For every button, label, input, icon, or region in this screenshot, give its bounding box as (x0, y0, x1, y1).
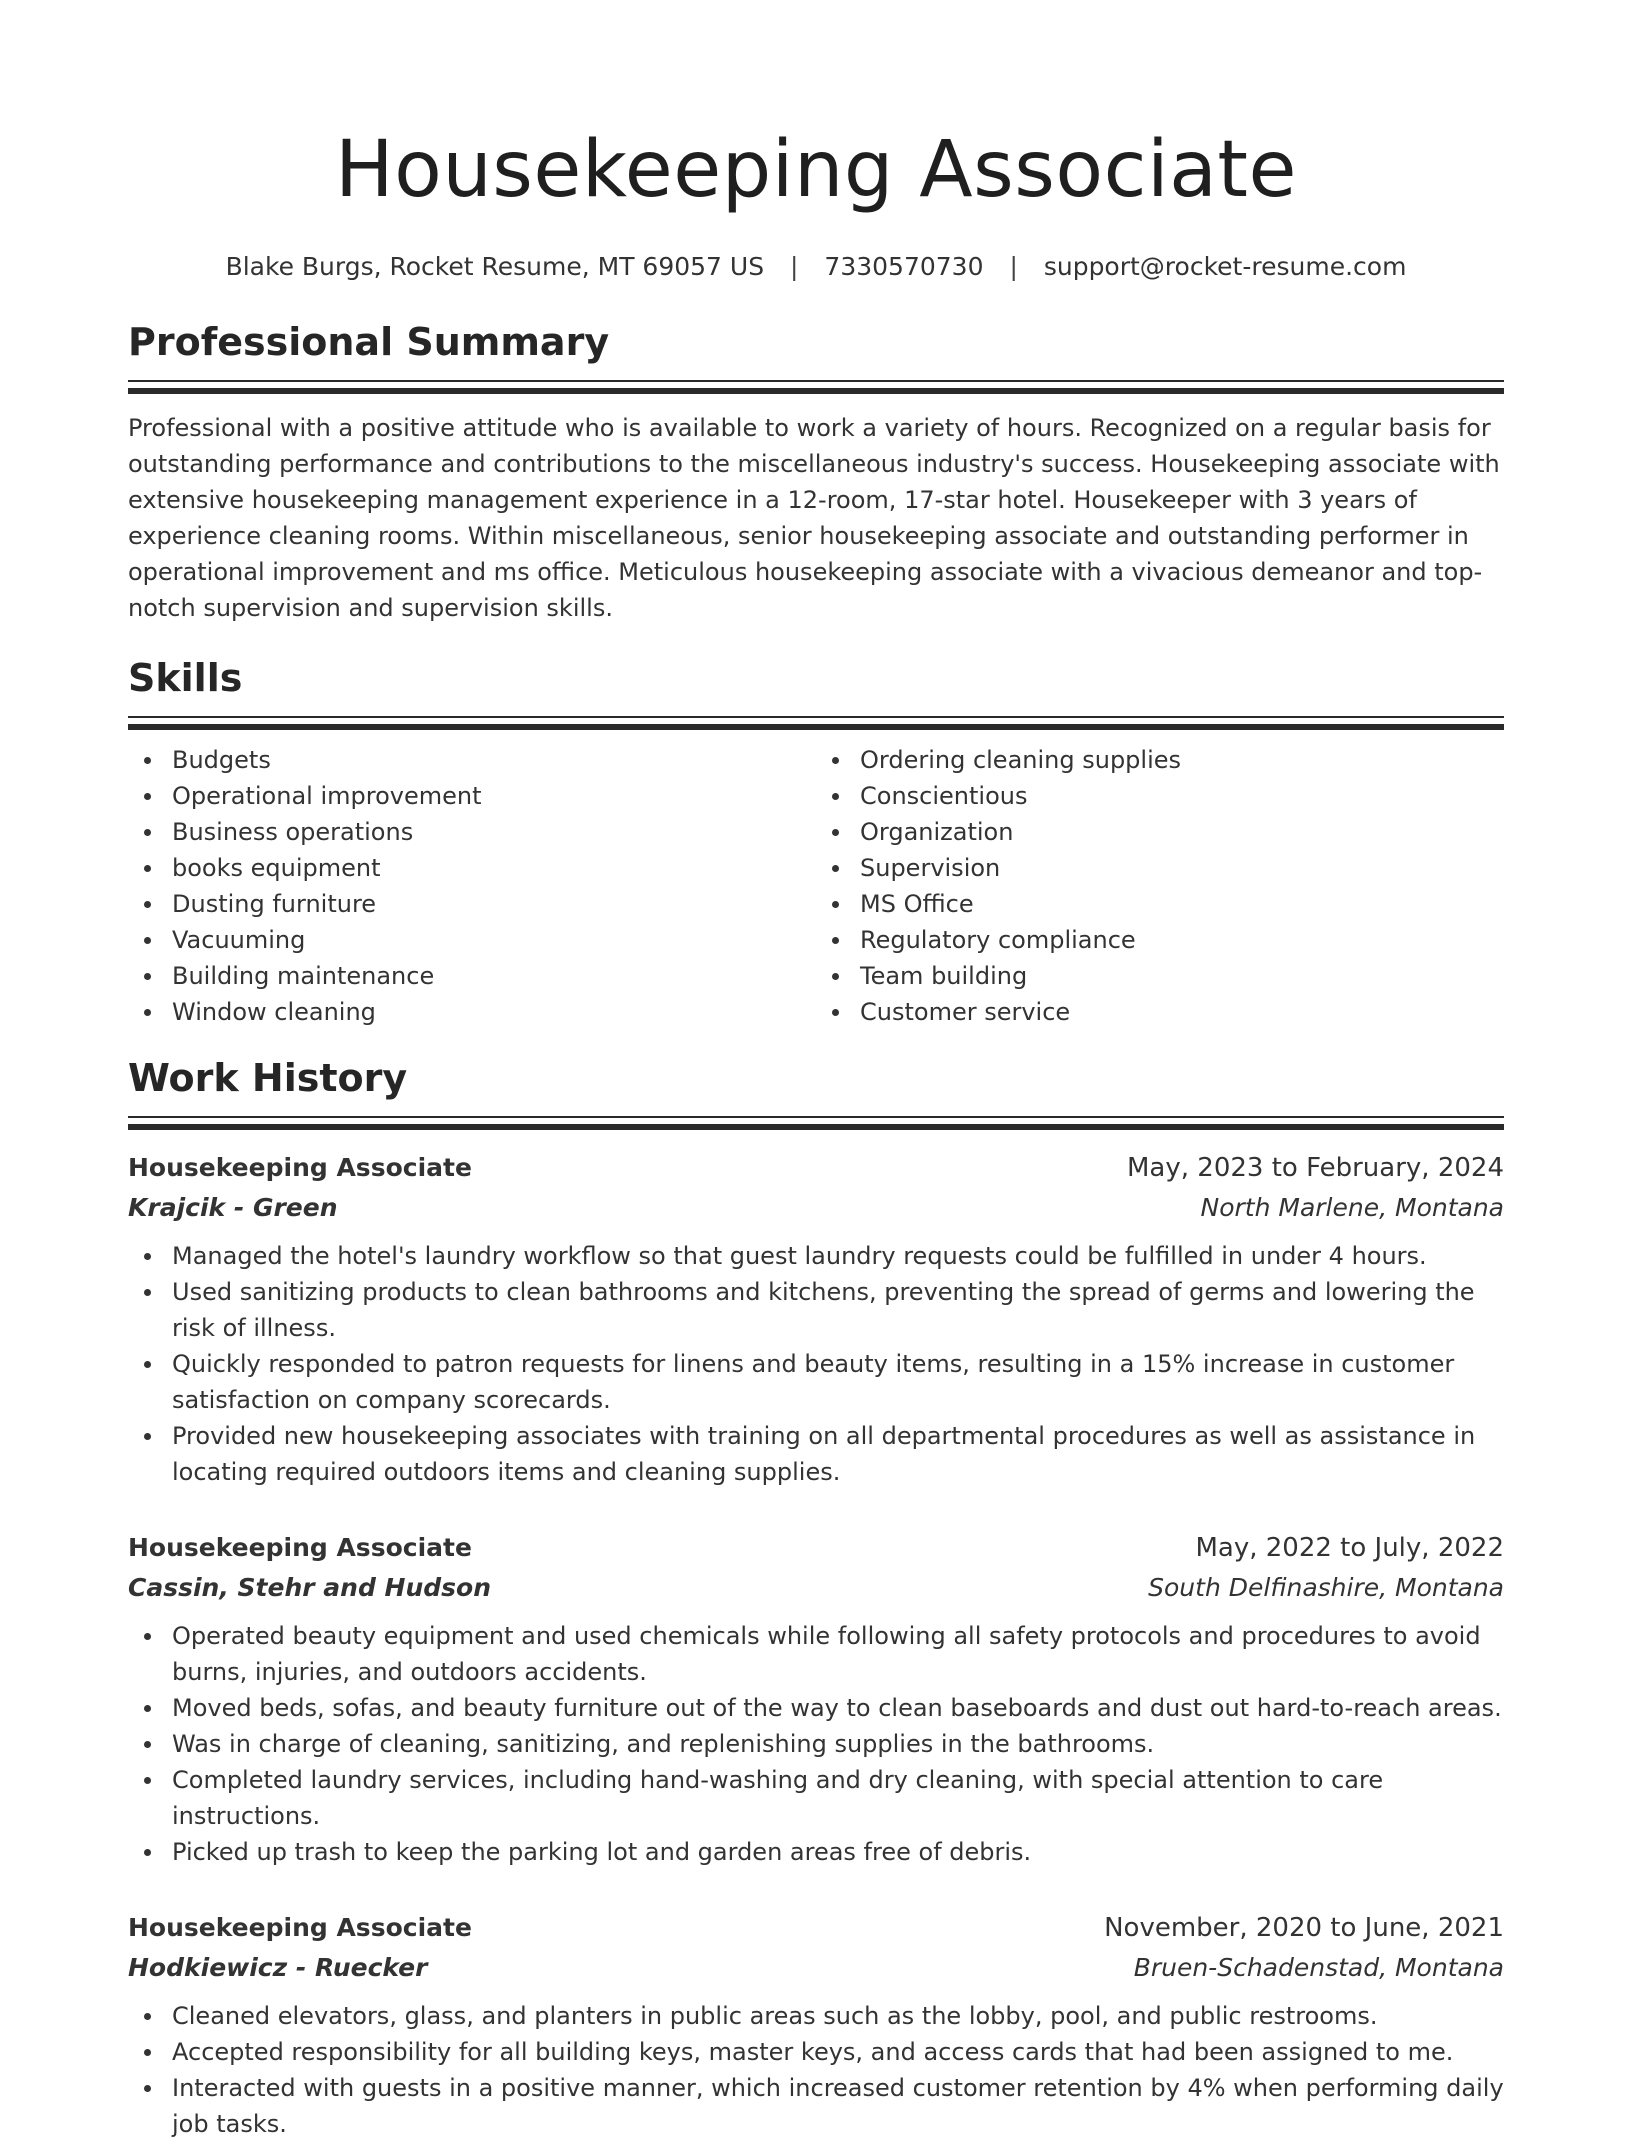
job-entry (128, 1148, 1504, 1490)
skill-item: Window cleaning (172, 994, 816, 1030)
resume-page (128, 0, 1504, 2142)
skill-item: Operational improvement (172, 778, 816, 814)
job-company: Cassin, Stehr and Hudson (128, 1573, 492, 1602)
job-location: South Delfinashire, Montana (1148, 1573, 1504, 1602)
skills-grid (128, 742, 1504, 1030)
section-divider (128, 716, 1504, 718)
job-location: Bruen-Schadenstad, Montana (1133, 1953, 1504, 1982)
skill-item: Vacuuming (172, 922, 816, 958)
work-history-section (128, 1054, 1504, 2142)
job-bullet: Used sanitizing products to clean bathrooms and kitchens, preventing the spread of germs and lowering the risk of illness. (172, 1274, 1504, 1346)
job-bullet: Interacted with guests in a positive manner, which increased customer retention by 4% when performing daily job tasks. (172, 2070, 1504, 2142)
job-bullet: Cleaned elevators, glass, and planters in public areas such as the lobby, pool, and public restrooms. (172, 1998, 1504, 2034)
job-bullet: Operated beauty equipment and used chemicals while following all safety protocols and procedures to avoid burns, injuries, and outdoors accidents. (172, 1618, 1504, 1690)
job-header-row (128, 1148, 1504, 1188)
job-bullets (128, 1618, 1504, 1870)
job-company: Krajcik - Green (128, 1193, 338, 1222)
work-history-heading: Work History (128, 1056, 408, 1100)
summary-text: Professional with a positive attitude who is available to work a variety of hours. Recognized on a regular basis for outstanding performance and contributions to the miscellaneous industry's success. Housekeeping associate with extensive housekeeping management experience in a 12-room, 17-star hotel. Housekeeper with 3 years of experience cleaning rooms. Within miscellaneous, senior housekeeping associate and outstanding performer in operational improvement and ms office. Meticulous housekeeping associate with a vivacious demeanor and top-notch supervision and supervision skills. (128, 414, 1500, 622)
skill-item: Regulatory compliance (860, 922, 1504, 958)
job-company-row (128, 1568, 1504, 1608)
summary-heading: Professional Summary (128, 320, 610, 364)
skill-item: Customer service (860, 994, 1504, 1030)
job-dates: May, 2022 to July, 2022 (1195, 1533, 1504, 1563)
job-bullet: Provided new housekeeping associates with training on all departmental procedures as well as assistance in locating required outdoors items and cleaning supplies. (172, 1418, 1504, 1490)
job-dates: November, 2020 to June, 2021 (1104, 1913, 1504, 1943)
job-header-row (128, 1908, 1504, 1948)
job-bullets (128, 1998, 1504, 2142)
section-divider (128, 1116, 1504, 1118)
skill-item: Dusting furniture (172, 886, 816, 922)
job-bullet: Accepted responsibility for all building keys, master keys, and access cards that had been assigned to me. (172, 2034, 1504, 2070)
job-title: Housekeeping Associate (128, 1913, 472, 1942)
section-divider (128, 380, 1504, 382)
contact-separator: | (1009, 252, 1018, 281)
job-bullet: Was in charge of cleaning, sanitizing, and replenishing supplies in the bathrooms. (172, 1726, 1504, 1762)
skill-item: Organization (860, 814, 1504, 850)
skills-section (128, 654, 1504, 1030)
section-divider-thick (128, 1124, 1504, 1130)
skills-column-left (128, 742, 816, 1030)
skill-item: Building maintenance (172, 958, 816, 994)
skill-item: Supervision (860, 850, 1504, 886)
job-bullet: Picked up trash to keep the parking lot and garden areas free of debris. (172, 1834, 1504, 1870)
section-divider-thick (128, 724, 1504, 730)
skill-item: Team building (860, 958, 1504, 994)
job-header-row (128, 1528, 1504, 1568)
contact-email: support@rocket-resume.com (1043, 252, 1407, 281)
job-location: North Marlene, Montana (1200, 1193, 1504, 1222)
job-title: Housekeeping Associate (128, 1153, 472, 1182)
job-title: Housekeeping Associate (128, 1533, 472, 1562)
job-dates: May, 2023 to February, 2024 (1127, 1153, 1504, 1183)
contact-phone: 7330570730 (824, 252, 984, 281)
section-divider-thick (128, 388, 1504, 394)
contact-address: Blake Burgs, Rocket Resume, MT 69057 US (225, 252, 765, 281)
job-company-row (128, 1948, 1504, 1988)
summary-section (128, 318, 1504, 626)
job-bullet: Quickly responded to patron requests for linens and beauty items, resulting in a 15% increase in customer satisfaction on company scorecards. (172, 1346, 1504, 1418)
job-bullet: Moved beds, sofas, and beauty furniture out of the way to clean baseboards and dust out hard-to-reach areas. (172, 1690, 1504, 1726)
skill-item: Business operations (172, 814, 816, 850)
job-bullet: Managed the hotel's laundry workflow so that guest laundry requests could be fulfilled in under 4 hours. (172, 1238, 1504, 1274)
skill-item: Budgets (172, 742, 816, 778)
contact-line (128, 250, 1504, 284)
skills-column-right (816, 742, 1504, 1030)
job-bullet: Completed laundry services, including hand-washing and dry cleaning, with special attention to care instructions. (172, 1762, 1504, 1834)
job-company-row (128, 1188, 1504, 1228)
skill-item: Conscientious (860, 778, 1504, 814)
job-entry (128, 1528, 1504, 1870)
job-entry (128, 1908, 1504, 2142)
resume-title: Housekeeping Associate (334, 125, 1297, 215)
skill-item: books equipment (172, 850, 816, 886)
job-bullets (128, 1238, 1504, 1490)
contact-separator: | (790, 252, 799, 281)
skill-item: Ordering cleaning supplies (860, 742, 1504, 778)
skill-item: MS Office (860, 886, 1504, 922)
job-company: Hodkiewicz - Ruecker (128, 1953, 428, 1982)
skills-heading: Skills (128, 656, 243, 700)
